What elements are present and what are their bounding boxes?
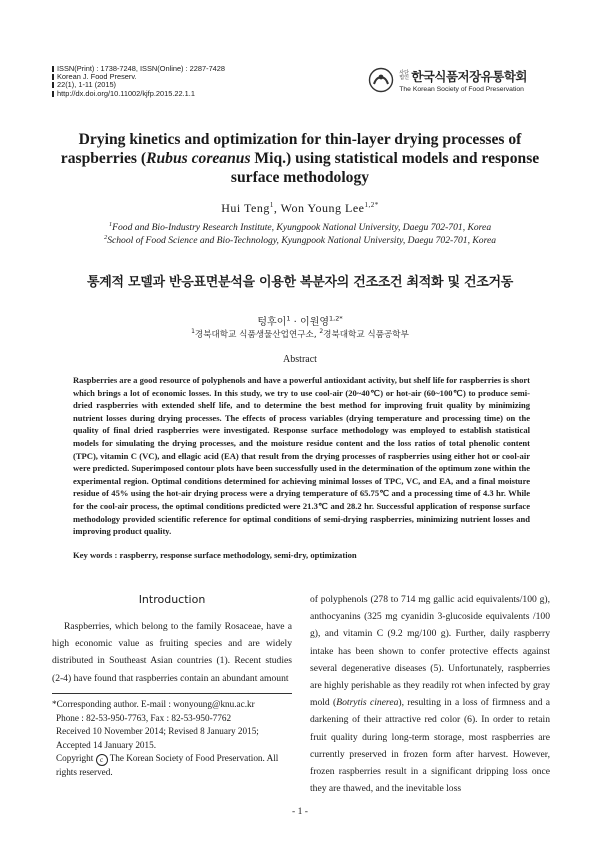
species-name: Rubus coreanus	[146, 150, 251, 167]
affiliation-2: $^2$School of Food Science and Bio-Technology, Kyungpook National University, Daegu 702-701, Korea	[103, 234, 497, 247]
journal-name: Korean J. Food Preserv.	[52, 73, 225, 81]
society-emblem-icon	[368, 67, 394, 93]
abstract-text: Raspberries are a good resource of polyphenols and have a powerful antioxidant activity, but shelf life for raspberries is short which brings a lot of economic losses. In this study, we try to use cool-air (20~40℃) or hot-air (60~100℃) to produce semi-dried raspberries with extended shelf life, and to determine the best method for improving fruit quality by minimizing nutrient losses during drying processes. The effects of process variables (drying temperature and processing time) on the quality of final dried raspberries were investigated. Response surface methodology was employed to establish statistical models for simulating the drying processes, and the moisture residue content and the loss ratios of total phenolic content (TPC), vitamin C (VC), and ellagic acid (EA) that result from the drying processes of raspberries using either hot or cool-air were predicted. Superimposed contour plots have been successfully used in the determination of the optimum zone within the experimental region. Optimal conditions determined for achieving minimal losses of TPC, VC, and EA, and a final moisture residue of 45% using the hot-air drying process were a drying temperature of 65.75℃ and a processing time of 4.3 hr. While for the cool-air process, the optimal conditions predicted were 21.3℃ and 28.2 hr. Successful application of response surface methodology provided scientific reference for optimal conditions of semi-drying raspberries, minimizing nutrient losses and improving product quality.	[73, 375, 530, 537]
issn: ISSN(Print) : 1738-7248, ISSN(Online) : 2287-7428	[52, 65, 225, 73]
copyright-icon: c	[96, 754, 108, 766]
korean-affiliations: $^1$경북대학교 식품생물산업연구소, $^2$경북대학교 식품공학부	[191, 328, 409, 340]
footnote	[52, 693, 292, 780]
pathogen-name: Botrytis cinerea	[336, 697, 399, 709]
contact-phone-fax: Phone : 82-53-950-7763, Fax : 82-53-950-7762	[56, 712, 232, 723]
authors: Hui Teng$^1$, Won Young Lee$^{1,2*}$	[221, 201, 379, 215]
page-number: - 1 -	[292, 806, 308, 817]
received-dates: Received 10 November 2014; Revised 8 January 2015; Accepted 14 January 2015.	[56, 726, 259, 750]
logo-english-name: The Korean Society of Food Preservation	[399, 86, 524, 93]
journal-info	[52, 65, 225, 98]
introduction-heading: Introduction	[138, 593, 206, 606]
keywords-label: Key words :	[73, 550, 118, 560]
right-column: of polyphenols (278 to 714 mg gallic acid equivalents/100 g), anthocyanins (325 mg cyanidin 3-glucoside equivalents /100 g), and vitamin C (9.2 mg/100 g). Further, daily raspberry intake has been shown to confer protective effects against several degenerative diseases (5). Unfortunately, raspberries are highly perishable as they readily rot when infected by gray mold (Botrytis cinerea), resulting in a loss of firmness and a darkening of their attractive red color (6). In order to retain fruit quality during long-term storage, most raspberries are currently preserved in frozen form after harvest. However, frozen raspberries result in a significant dripping loss once they are thawed, and the inevitable loss	[310, 594, 550, 795]
keywords-list: raspberry, response surface methodology, semi-dry, optimization	[117, 550, 357, 560]
corresponding-author: *Corresponding author. E-mail : wonyoung@knu.ac.kr	[52, 699, 255, 709]
abstract-heading: Abstract	[283, 354, 317, 365]
korean-authors: 텅후이$^1$ · 이원영$^{1,2*}$	[257, 314, 343, 328]
introduction-text: Raspberries, which belong to the family Rosaceae, have a high economic value as fruiting species and are widely distributed in Southeast Asian countries (1). Recent studies (2-4) have found that raspberries contain an abundant amount	[52, 621, 292, 684]
volume: 22(1), 1-11 (2015)	[52, 81, 225, 89]
logo-small-text: 사단법인	[399, 70, 409, 81]
copyright: Copyright c The Korean Society of Food Preservation. All rights reserved.	[56, 753, 279, 778]
society-logo	[368, 67, 527, 93]
doi-link[interactable]: http://dx.doi.org/10.11002/kjfp.2015.22.1.1	[52, 90, 225, 98]
affiliation-1: $^1$Food and Bio-Industry Research Institute, Kyungpook National University, Daegu 702-701, Korea	[108, 221, 492, 234]
keywords	[73, 550, 357, 560]
left-column	[52, 593, 292, 687]
korean-title: 통계적 모델과 반응표면분석을 이용한 복분자의 건조조건 최적화 및 건조거동	[86, 275, 514, 290]
logo-korean-name: 한국식품저장유통학회	[411, 69, 527, 84]
paper-title: Drying kinetics and optimization for thin-layer drying processes of raspberries (Rubus coreanus Miq.) using statistical models and response surface methodology	[60, 131, 540, 186]
